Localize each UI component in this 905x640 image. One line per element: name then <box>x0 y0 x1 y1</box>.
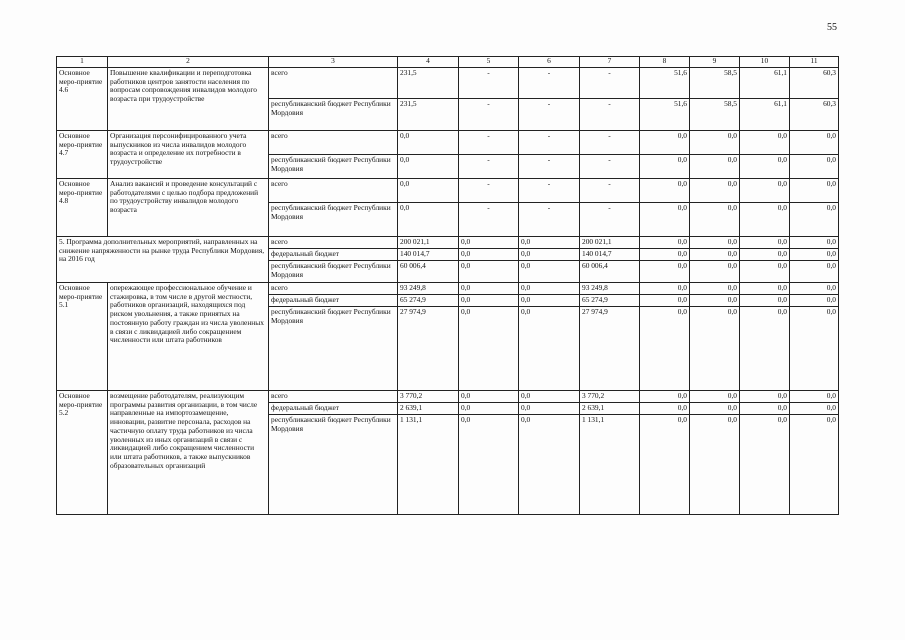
value-cell: 0,0 <box>690 249 740 261</box>
value-cell: 0,0 <box>790 237 839 249</box>
value-cell: - <box>459 155 519 179</box>
value-cell: 0,0 <box>790 261 839 283</box>
value-cell: - <box>459 68 519 99</box>
value-cell: 0,0 <box>790 283 839 295</box>
value-cell: 0,0 <box>740 283 790 295</box>
value-cell: 51,6 <box>640 99 690 131</box>
value-cell: 27 974,9 <box>580 307 640 391</box>
value-cell: 61,1 <box>740 68 790 99</box>
value-cell: 0,0 <box>740 415 790 515</box>
measure-description: Повышение квалификации и переподготовка работников центров занятости населения по вопросам сопровождения инвалидов молодого возраста при трудоустройстве <box>108 68 269 131</box>
funding-source: республиканский бюджет Республики Мордовия <box>269 155 398 179</box>
value-cell: 51,6 <box>640 68 690 99</box>
funding-source: всего <box>269 179 398 203</box>
value-cell: 0,0 <box>398 131 459 155</box>
value-cell: 0,0 <box>740 307 790 391</box>
value-cell: 0,0 <box>690 179 740 203</box>
funding-source: федеральный бюджет <box>269 295 398 307</box>
value-cell: 0,0 <box>690 403 740 415</box>
measure-description: Организация персонифицированного учета выпускников из числа инвалидов молодого возраста и определение их потребности в трудоустройстве <box>108 131 269 179</box>
value-cell: 0,0 <box>459 403 519 415</box>
funding-source: республиканский бюджет Республики Мордовия <box>269 415 398 515</box>
value-cell: 0,0 <box>740 203 790 237</box>
funding-source: республиканский бюджет Республики Мордовия <box>269 203 398 237</box>
header-col-9: 9 <box>690 57 740 68</box>
value-cell: 61,1 <box>740 99 790 131</box>
value-cell: 0,0 <box>640 203 690 237</box>
header-col-7: 7 <box>580 57 640 68</box>
value-cell: 0,0 <box>519 307 580 391</box>
value-cell: 0,0 <box>459 283 519 295</box>
value-cell: 0,0 <box>740 261 790 283</box>
value-cell: 0,0 <box>740 179 790 203</box>
value-cell: 0,0 <box>690 391 740 403</box>
value-cell: 60,3 <box>790 99 839 131</box>
program-row <box>57 237 839 249</box>
value-cell: 58,5 <box>690 68 740 99</box>
value-cell: 0,0 <box>790 179 839 203</box>
value-cell: 0,0 <box>790 203 839 237</box>
table-row <box>57 391 839 403</box>
value-cell: 0,0 <box>690 131 740 155</box>
value-cell: 65 274,9 <box>398 295 459 307</box>
funding-source: федеральный бюджет <box>269 249 398 261</box>
value-cell: 0,0 <box>398 179 459 203</box>
funding-source: республиканский бюджет Республики Мордовия <box>269 261 398 283</box>
header-col-8: 8 <box>640 57 690 68</box>
value-cell: - <box>519 179 580 203</box>
value-cell: 0,0 <box>640 261 690 283</box>
value-cell: 0,0 <box>690 203 740 237</box>
value-cell: 0,0 <box>790 295 839 307</box>
value-cell: 60,3 <box>790 68 839 99</box>
funding-source: республиканский бюджет Республики Мордовия <box>269 307 398 391</box>
value-cell: 0,0 <box>790 415 839 515</box>
measure-description: опережающее профессиональное обучение и стажировка, в том числе в другой местности, работников организаций, находящихся под риском увольнения, а также принятых на постоянную работу граждан из числа уволенных в связи с ликвидацией либо сокращением численности или штата работников <box>108 283 269 391</box>
value-cell: 0,0 <box>690 415 740 515</box>
measure-description: Анализ вакансий и проведение консультаций с работодателями с целью подбора предложений по трудоустройству инвалидов молодого возраста <box>108 179 269 237</box>
value-cell: 0,0 <box>640 307 690 391</box>
value-cell: 0,0 <box>519 403 580 415</box>
value-cell: 93 249,8 <box>580 283 640 295</box>
value-cell: 0,0 <box>640 131 690 155</box>
value-cell: 1 131,1 <box>398 415 459 515</box>
value-cell: 0,0 <box>459 261 519 283</box>
header-col-6: 6 <box>519 57 580 68</box>
value-cell: 0,0 <box>640 391 690 403</box>
header-col-3: 3 <box>269 57 398 68</box>
value-cell: 0,0 <box>640 283 690 295</box>
value-cell: 0,0 <box>519 249 580 261</box>
header-col-4: 4 <box>398 57 459 68</box>
header-col-1: 1 <box>57 57 108 68</box>
value-cell: 231,5 <box>398 68 459 99</box>
value-cell: 0,0 <box>690 295 740 307</box>
funding-source: всего <box>269 131 398 155</box>
value-cell: 0,0 <box>640 249 690 261</box>
value-cell: 2 639,1 <box>398 403 459 415</box>
measure-number: Основное меро-приятие 4.6 <box>57 68 108 131</box>
value-cell: 0,0 <box>790 307 839 391</box>
value-cell: - <box>459 179 519 203</box>
value-cell: 0,0 <box>398 155 459 179</box>
value-cell: 3 770,2 <box>580 391 640 403</box>
value-cell: 0,0 <box>459 307 519 391</box>
funding-source: всего <box>269 283 398 295</box>
value-cell: 60 006,4 <box>580 261 640 283</box>
value-cell: 231,5 <box>398 99 459 131</box>
value-cell: - <box>580 203 640 237</box>
value-cell: 0,0 <box>519 237 580 249</box>
table-row <box>57 131 839 155</box>
table-row <box>57 179 839 203</box>
value-cell: 0,0 <box>640 415 690 515</box>
value-cell: 58,5 <box>690 99 740 131</box>
funding-source: всего <box>269 391 398 403</box>
value-cell: 0,0 <box>640 237 690 249</box>
value-cell: 60 006,4 <box>398 261 459 283</box>
value-cell: 0,0 <box>690 155 740 179</box>
value-cell: - <box>580 99 640 131</box>
header-col-11: 11 <box>790 57 839 68</box>
value-cell: 140 014,7 <box>398 249 459 261</box>
value-cell: 0,0 <box>790 249 839 261</box>
value-cell: - <box>459 203 519 237</box>
value-cell: - <box>459 99 519 131</box>
value-cell: 0,0 <box>690 307 740 391</box>
header-col-2: 2 <box>108 57 269 68</box>
value-cell: 0,0 <box>740 155 790 179</box>
page-number: 55 <box>827 22 837 33</box>
value-cell: - <box>459 131 519 155</box>
value-cell: 0,0 <box>640 179 690 203</box>
value-cell: - <box>519 131 580 155</box>
value-cell: - <box>519 68 580 99</box>
value-cell: 0,0 <box>519 261 580 283</box>
value-cell: 0,0 <box>459 415 519 515</box>
funding-source: республиканский бюджет Республики Мордовия <box>269 99 398 131</box>
value-cell: 27 974,9 <box>398 307 459 391</box>
measure-number: Основное меро-приятие 4.8 <box>57 179 108 237</box>
value-cell: 0,0 <box>519 415 580 515</box>
value-cell: 0,0 <box>519 283 580 295</box>
header-col-5: 5 <box>459 57 519 68</box>
program-title: 5. Программа дополнительных мероприятий, направленных на снижение напряженности на рынке труда Республики Мордовия, на 2016 год <box>57 237 269 283</box>
value-cell: 0,0 <box>459 237 519 249</box>
value-cell: 0,0 <box>790 391 839 403</box>
value-cell: - <box>580 131 640 155</box>
value-cell: 0,0 <box>790 131 839 155</box>
value-cell: 0,0 <box>459 295 519 307</box>
value-cell: 140 014,7 <box>580 249 640 261</box>
value-cell: 3 770,2 <box>398 391 459 403</box>
measure-number: Основное меро-приятие 5.2 <box>57 391 108 515</box>
value-cell: 0,0 <box>790 155 839 179</box>
value-cell: - <box>580 155 640 179</box>
value-cell: 0,0 <box>740 249 790 261</box>
value-cell: 0,0 <box>740 403 790 415</box>
budget-table <box>56 56 839 515</box>
value-cell: 0,0 <box>398 203 459 237</box>
value-cell: 65 274,9 <box>580 295 640 307</box>
table-row <box>57 283 839 295</box>
value-cell: 0,0 <box>519 295 580 307</box>
value-cell: 0,0 <box>640 155 690 179</box>
value-cell: - <box>580 68 640 99</box>
value-cell: 0,0 <box>640 295 690 307</box>
value-cell: 0,0 <box>519 391 580 403</box>
value-cell: 0,0 <box>640 403 690 415</box>
value-cell: 0,0 <box>690 237 740 249</box>
value-cell: - <box>580 179 640 203</box>
value-cell: 0,0 <box>740 237 790 249</box>
header-col-10: 10 <box>740 57 790 68</box>
value-cell: - <box>519 155 580 179</box>
value-cell: - <box>519 203 580 237</box>
value-cell: 0,0 <box>740 295 790 307</box>
value-cell: 200 021,1 <box>398 237 459 249</box>
table-row <box>57 68 839 99</box>
value-cell: 200 021,1 <box>580 237 640 249</box>
value-cell: 0,0 <box>459 249 519 261</box>
value-cell: 0,0 <box>459 391 519 403</box>
measure-number: Основное меро-приятие 4.7 <box>57 131 108 179</box>
value-cell: 0,0 <box>740 131 790 155</box>
value-cell: 0,0 <box>790 403 839 415</box>
value-cell: - <box>519 99 580 131</box>
funding-source: федеральный бюджет <box>269 403 398 415</box>
header-row <box>57 57 839 68</box>
value-cell: 93 249,8 <box>398 283 459 295</box>
funding-source: всего <box>269 237 398 249</box>
funding-source: всего <box>269 68 398 99</box>
value-cell: 0,0 <box>690 261 740 283</box>
measure-number: Основное меро-приятие 5.1 <box>57 283 108 391</box>
value-cell: 0,0 <box>740 391 790 403</box>
measure-description: возмещение работодателям, реализующим программы развития организации, в том числе направленные на импортозамещение, инновации, развитие персонала, расходов на частичную оплату труда работников из числа уволенных из иных организаций в связи с ликвидацией либо сокращением численности или штата работников, а также выпускников образовательных организаций <box>108 391 269 515</box>
value-cell: 1 131,1 <box>580 415 640 515</box>
value-cell: 2 639,1 <box>580 403 640 415</box>
value-cell: 0,0 <box>690 283 740 295</box>
